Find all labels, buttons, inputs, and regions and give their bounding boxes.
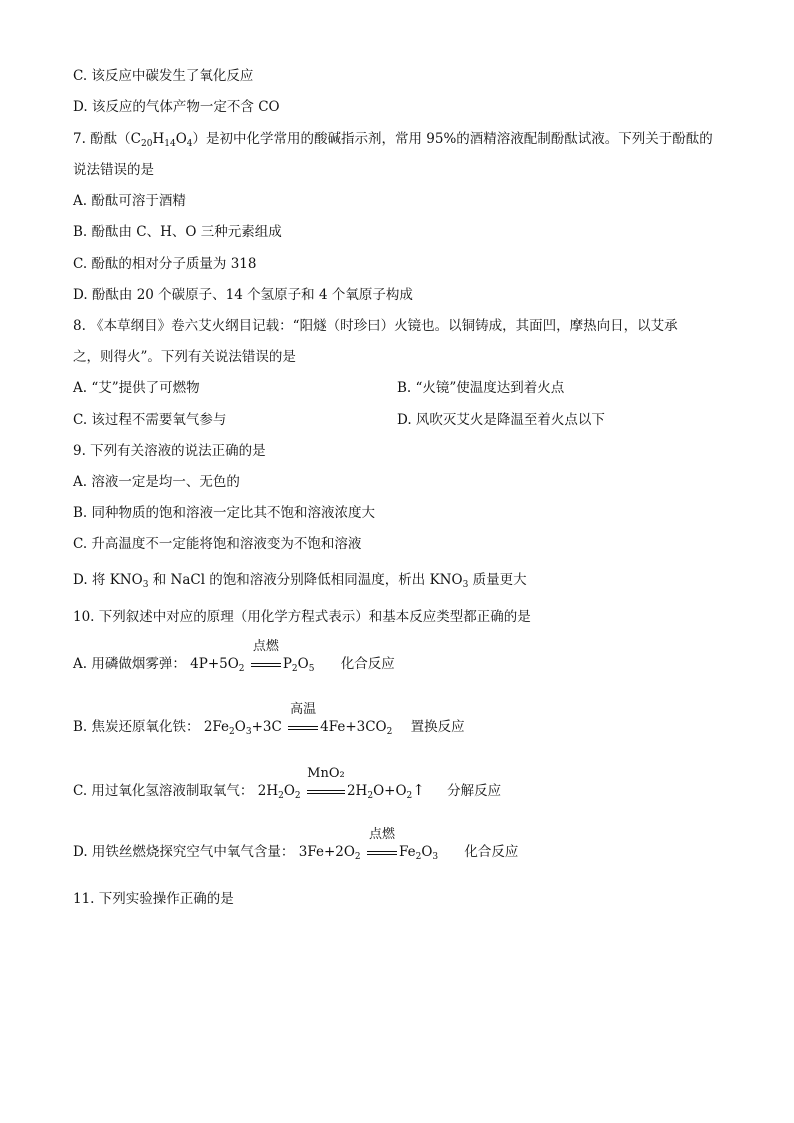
q8-option-a: A. “艾”提供了可燃物 xyxy=(73,380,200,396)
q10-b-label: B. 焦炭还原氧化铁： xyxy=(73,719,200,735)
q7-option-c: C. 酚酞的相对分子质量为 318 xyxy=(73,256,257,272)
q9-option-d xyxy=(73,571,527,589)
q10-c-lhs: O xyxy=(283,783,295,799)
q10-c-lhs: 2H xyxy=(257,783,279,799)
q8-option-b: B. “火镜”使温度达到着火点 xyxy=(397,380,565,396)
double-line xyxy=(251,663,281,667)
subscript: 2 xyxy=(229,727,235,737)
q10-c-type: 分解反应 xyxy=(447,783,502,799)
subscript: 2 xyxy=(294,791,301,801)
q9-d-part: D. 将 KNO xyxy=(73,572,143,588)
subscript: 14 xyxy=(164,139,176,149)
double-line xyxy=(367,851,397,855)
double-line xyxy=(307,790,345,794)
subscript: 2 xyxy=(354,852,361,862)
subscript: 2 xyxy=(367,791,374,801)
q7-stem-part: H xyxy=(152,131,165,147)
q10-stem: 10. 下列叙述中对应的原理（用化学方程式表示）和基本反应类型都正确的是 xyxy=(73,609,531,625)
reaction-condition: 点燃 xyxy=(368,827,395,842)
q9-d-part: 质量更大 xyxy=(468,572,527,588)
q8-option-row1 xyxy=(73,379,200,397)
q10-d-type: 化合反应 xyxy=(464,844,519,860)
q10-d-equals xyxy=(365,827,399,861)
subscript: 3 xyxy=(245,727,252,737)
subscript: 20 xyxy=(141,139,153,149)
q10-b-type: 置换反应 xyxy=(410,719,465,735)
q10-c-rhs: O+O xyxy=(373,783,407,799)
q8-stem-line2: 之，则得火”。下列有关说法错误的是 xyxy=(73,349,296,365)
q10-b-lhs: +3C xyxy=(251,719,282,735)
q10-b-lhs: 2Fe xyxy=(203,719,230,735)
subscript: 2 xyxy=(278,791,284,801)
subscript: 5 xyxy=(308,664,315,674)
q10-option-c xyxy=(73,766,502,801)
q10-option-b xyxy=(73,702,465,737)
q9-d-part: 和 NaCl 的饱和溶液分别降低相同温度，析出 KNO xyxy=(148,572,463,588)
q11-stem: 11. 下列实验操作正确的是 xyxy=(73,891,234,907)
q9-option-a: A. 溶液一定是均一、无色的 xyxy=(73,474,240,490)
q7-stem-line2: 说法错误的是 xyxy=(73,162,154,178)
q10-d-rhs: O xyxy=(421,844,433,860)
q6-option-d: D. 该反应的气体产物一定不含 CO xyxy=(73,99,280,115)
q10-a-label: A. 用磷做烟雾弹： xyxy=(73,656,186,672)
subscript: 2 xyxy=(406,791,413,801)
q10-option-a xyxy=(73,639,395,674)
subscript: 3 xyxy=(142,580,149,590)
double-line xyxy=(288,726,318,730)
q10-a-rhs: O xyxy=(297,656,309,672)
reaction-condition: 点燃 xyxy=(252,639,279,654)
q7-stem xyxy=(73,130,713,148)
subscript: 2 xyxy=(386,727,393,737)
q10-c-rhs: 2H xyxy=(346,783,368,799)
q10-d-rhs: Fe xyxy=(398,844,416,860)
q10-a-type: 化合反应 xyxy=(340,656,395,672)
reaction-condition: MnO₂ xyxy=(307,766,345,781)
reaction-condition: 高温 xyxy=(290,702,317,717)
q8-stem-line1: 8. 《本草纲目》卷六艾火纲目记载：“阳燧（时珍曰）火镜也。以铜铸成，其面凹，摩热向日，以艾承 xyxy=(73,318,678,334)
subscript: 3 xyxy=(432,852,439,862)
q7-option-a: A. 酚酞可溶于酒精 xyxy=(73,193,186,209)
q10-a-equals xyxy=(249,639,283,673)
q10-option-d xyxy=(73,827,519,862)
q10-a-lhs: 4P+5O xyxy=(190,656,239,672)
q10-c-label: C. 用过氧化氢溶液制取氧气： xyxy=(73,783,254,799)
q10-b-lhs: O xyxy=(234,719,246,735)
gas-arrow-icon: ↑ xyxy=(412,781,425,799)
q10-b-equals xyxy=(286,702,320,736)
q8-option-d: D. 风吹灭艾火是降温至着火点以下 xyxy=(397,412,605,428)
subscript: 2 xyxy=(291,664,298,674)
q10-a-rhs: P xyxy=(282,656,292,672)
q10-c-equals xyxy=(305,766,347,800)
subscript: 3 xyxy=(462,580,469,590)
subscript: 2 xyxy=(415,852,422,862)
q10-d-lhs: 3Fe+2O xyxy=(298,844,355,860)
subscript: 4 xyxy=(186,139,193,149)
q7-stem-part: O xyxy=(175,131,187,147)
q7-stem-part: 7. 酚酞（C xyxy=(73,131,142,147)
subscript: 2 xyxy=(238,664,245,674)
q9-option-b: B. 同种物质的饱和溶液一定比其不饱和溶液浓度大 xyxy=(73,505,376,521)
q6-option-c: C. 该反应中碳发生了氧化反应 xyxy=(73,68,254,84)
q9-stem: 9. 下列有关溶液的说法正确的是 xyxy=(73,443,266,459)
q7-stem-part: ）是初中化学常用的酸碱指示剂，常用 95%的酒精溶液配制酚酞试液。下列关于酚酞的 xyxy=(192,131,713,147)
q8-option-c: C. 该过程不需要氧气参与 xyxy=(73,412,227,428)
q7-option-d: D. 酚酞由 20 个碳原子、14 个氢原子和 4 个氧原子构成 xyxy=(73,287,413,303)
q9-option-c: C. 升高温度不一定能将饱和溶液变为不饱和溶液 xyxy=(73,536,362,552)
q7-option-b: B. 酚酞由 C、H、O 三种元素组成 xyxy=(73,224,282,240)
q10-b-rhs: 4Fe+3CO xyxy=(320,719,387,735)
q10-d-label: D. 用铁丝燃烧探究空气中氧气含量： xyxy=(73,844,295,860)
